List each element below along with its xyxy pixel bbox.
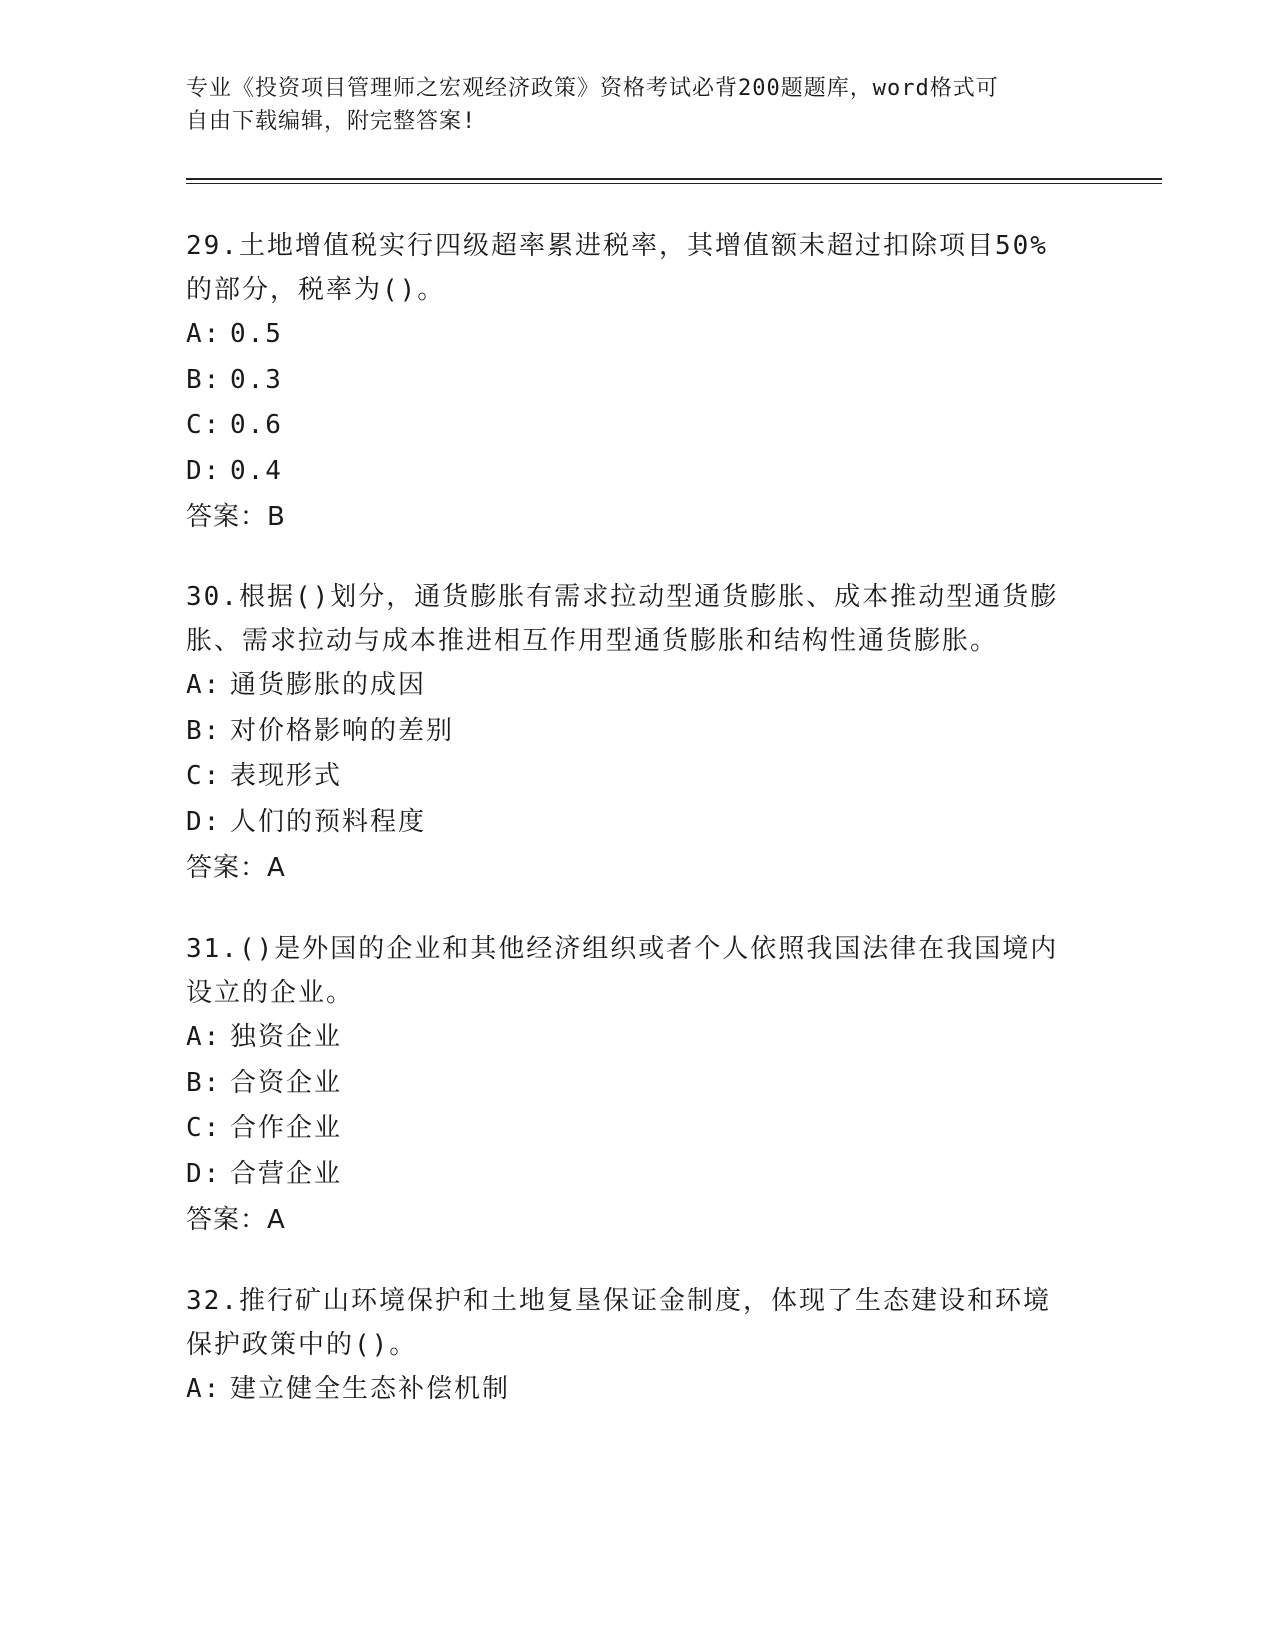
option-a: [186, 1015, 1086, 1061]
question-32: [186, 1279, 1086, 1413]
option-text: 0.5: [230, 319, 283, 349]
option-letter: A:: [186, 1022, 222, 1052]
header-divider: [186, 178, 1162, 184]
question-stem-line: 29.土地增值税实行四级超率累进税率，其增值额未超过扣除项目50%: [186, 231, 1048, 261]
answer-label: 答案：B: [186, 502, 286, 532]
question-31: [186, 927, 1086, 1243]
option-text: 0.3: [230, 364, 283, 395]
option-c: [186, 403, 1086, 449]
option-text: 表现形式: [230, 761, 343, 791]
document-header: [186, 72, 1066, 138]
question-29: [186, 224, 1086, 540]
option-letter: D:: [186, 455, 222, 486]
option-a: [186, 312, 1086, 358]
question-stem: [186, 927, 1086, 1015]
option-d: [186, 1152, 1086, 1198]
question-30: [186, 575, 1086, 891]
option-b: [186, 358, 1086, 404]
option-b: [186, 709, 1086, 755]
option-letter: A:: [186, 319, 222, 349]
option-letter: B:: [186, 1067, 222, 1098]
option-a: [186, 663, 1086, 709]
option-text: 人们的预料程度: [230, 806, 427, 837]
option-letter: A:: [186, 670, 222, 700]
option-c: [186, 754, 1086, 800]
option-text: 独资企业: [230, 1022, 343, 1052]
option-b: [186, 1061, 1086, 1107]
option-letter: D:: [186, 1158, 222, 1189]
option-text: 合作企业: [230, 1113, 343, 1143]
option-text: 对价格影响的差别: [230, 715, 455, 746]
option-letter: B:: [186, 715, 222, 746]
question-stem-line: 保护政策中的()。: [186, 1330, 418, 1360]
question-stem-line: 32.推行矿山环境保护和土地复垦保证金制度，体现了生态建设和环境: [186, 1286, 1051, 1316]
option-text: 合营企业: [230, 1158, 343, 1189]
option-text: 合资企业: [230, 1067, 343, 1098]
option-letter: C:: [186, 761, 222, 791]
option-letter: D:: [186, 806, 222, 837]
option-text: 0.4: [230, 455, 283, 486]
question-stem-line: 设立的企业。: [186, 978, 355, 1008]
question-stem-line: 31.()是外国的企业和其他经济组织或者个人依照我国法律在我国境内: [186, 934, 1059, 964]
question-stem-line: 30.根据()划分，通货膨胀有需求拉动型通货膨胀、成本推动型通货膨: [186, 582, 1059, 612]
question-stem-line: 的部分，税率为()。: [186, 275, 446, 305]
option-d: [186, 800, 1086, 846]
option-c: [186, 1106, 1086, 1152]
option-letter: C:: [186, 1113, 222, 1143]
question-stem: [186, 575, 1086, 663]
header-line-1: 专业《投资项目管理师之宏观经济政策》资格考试必背200题题库，word格式可: [186, 76, 999, 101]
option-letter: C:: [186, 410, 222, 440]
option-text: 通货膨胀的成因: [230, 670, 427, 700]
answer-label: 答案：A: [186, 853, 286, 883]
question-stem: [186, 224, 1086, 312]
option-letter: B:: [186, 364, 222, 395]
option-text: 0.6: [230, 410, 283, 440]
option-letter: A:: [186, 1374, 222, 1404]
option-text: 建立健全生态补偿机制: [230, 1374, 511, 1404]
question-stem: [186, 1279, 1086, 1367]
question-stem-line: 胀、需求拉动与成本推进相互作用型通货膨胀和结构性通货膨胀。: [186, 626, 999, 656]
option-a: [186, 1367, 1086, 1413]
answer-label: 答案：A: [186, 1205, 286, 1235]
header-line-2: 自由下载编辑，附完整答案!: [186, 109, 477, 134]
option-d: [186, 449, 1086, 495]
